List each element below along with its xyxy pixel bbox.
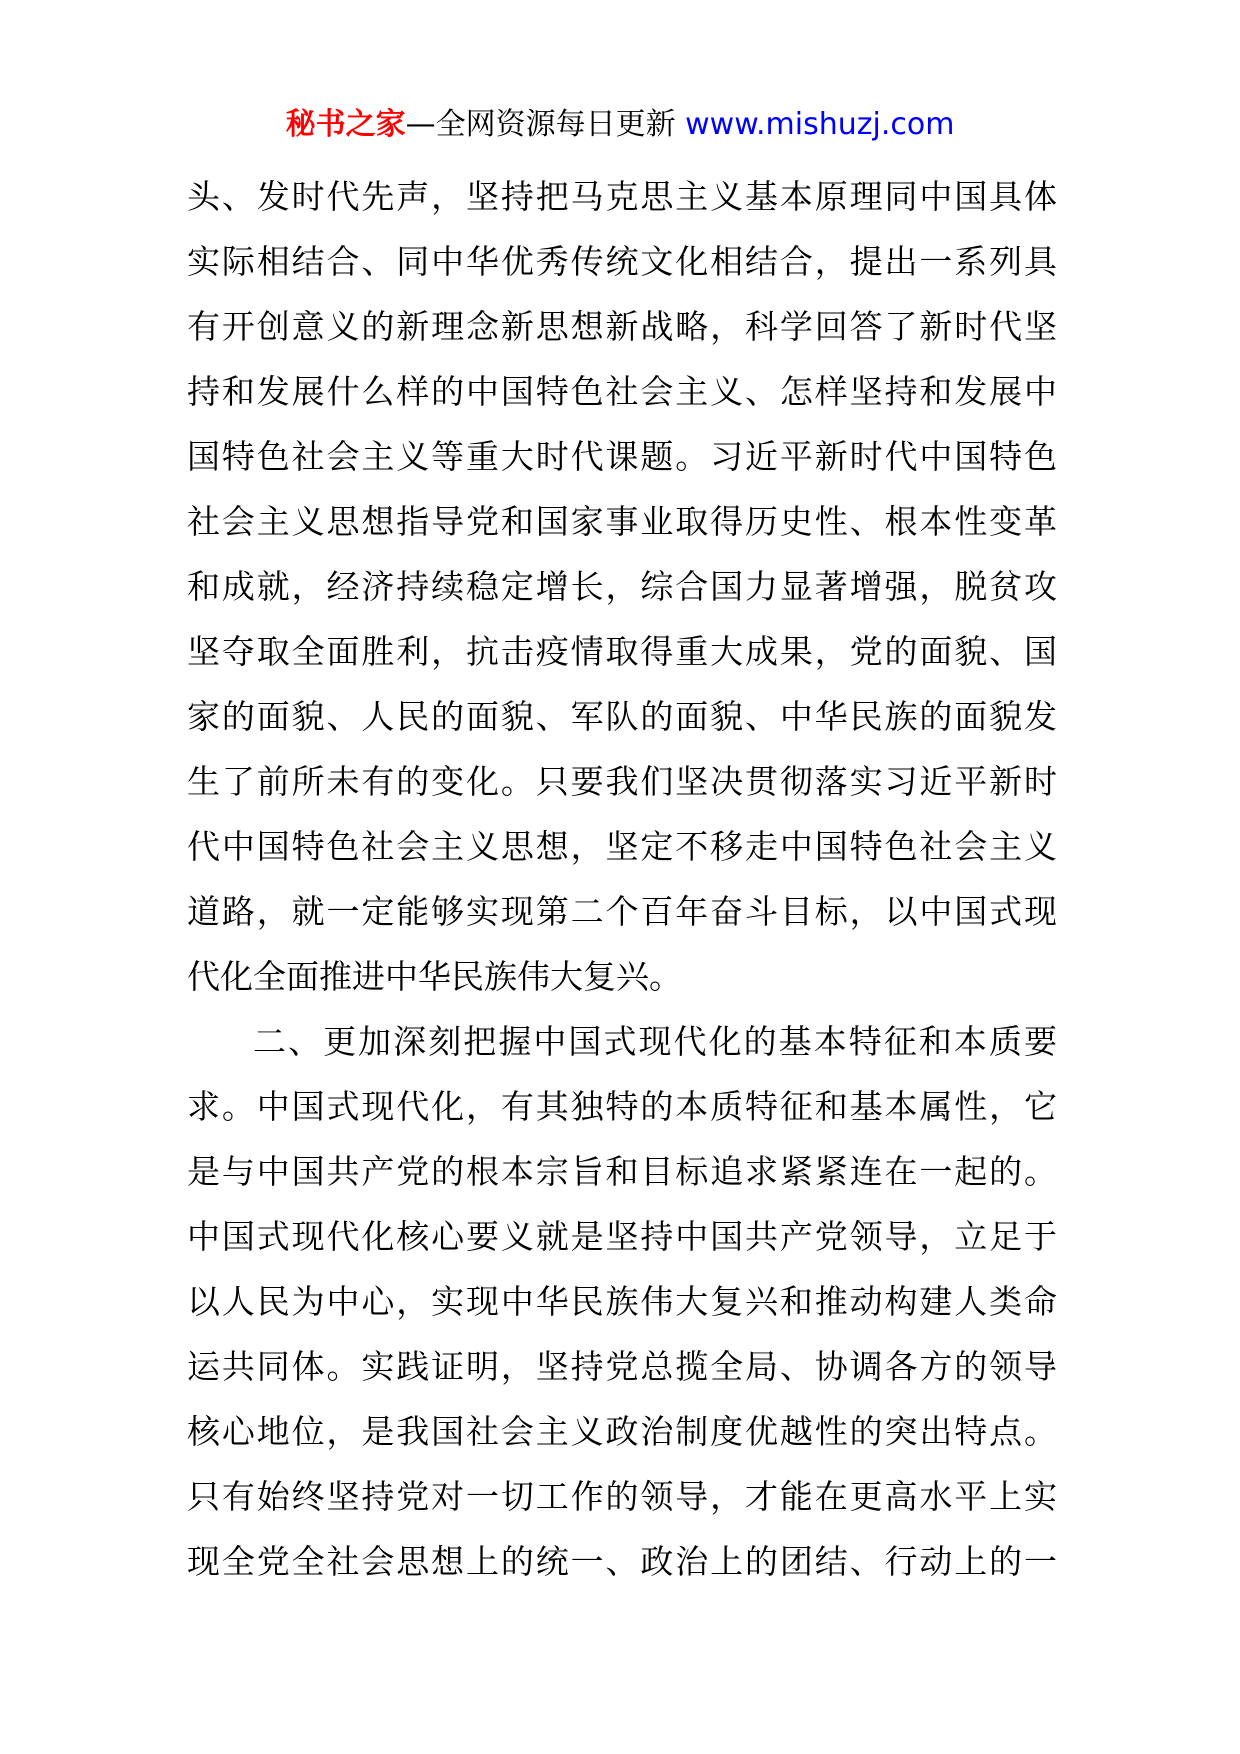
header-slogan: —全网资源每日更新 (405, 107, 686, 142)
text-line: 头、发时代先声，坚持把马克思主义基本原理同中国具体 (187, 177, 1057, 216)
section-heading-line: 二、更加深刻把握中国式现代化的基本特征和本质要 (253, 1022, 1057, 1061)
text-line: 持和发展什么样的中国特色社会主义、怎样坚持和发展中 (187, 372, 1057, 411)
text-line: 坚夺取全面胜利，抗击疫情取得重大成果，党的面貌、国 (187, 632, 1057, 671)
text-line: 求。中国式现代化，有其独特的本质特征和基本属性，它 (187, 1087, 1057, 1126)
text-line: 是与中国共产党的根本宗旨和目标追求紧紧连在一起的。 (187, 1152, 1057, 1191)
text-line: 核心地位，是我国社会主义政治制度优越性的突出特点。 (187, 1412, 1057, 1451)
text-line: 家的面貌、人民的面貌、军队的面貌、中华民族的面貌发 (187, 697, 1057, 736)
header-brand: 秘书之家 (285, 107, 406, 142)
text-line: 代化全面推进中华民族伟大复兴。 (187, 957, 682, 996)
text-line: 代中国特色社会主义思想，坚定不移走中国特色社会主义 (187, 827, 1057, 866)
text-line: 生了前所未有的变化。只要我们坚决贯彻落实习近平新时 (187, 762, 1057, 801)
text-line: 实际相结合、同中华优秀传统文化相结合，提出一系列具 (187, 242, 1057, 281)
text-line: 社会主义思想指导党和国家事业取得历史性、根本性变革 (187, 502, 1057, 541)
text-line: 有开创意义的新理念新思想新战略，科学回答了新时代坚 (187, 307, 1057, 346)
text-line: 道路，就一定能够实现第二个百年奋斗目标，以中国式现 (187, 892, 1057, 931)
text-line: 以人民为中心，实现中华民族伟大复兴和推动构建人类命 (187, 1282, 1057, 1321)
text-line: 国特色社会主义等重大时代课题。习近平新时代中国特色 (187, 437, 1057, 476)
text-line: 现全党全社会思想上的统一、政治上的团结、行动上的一 (187, 1542, 1057, 1581)
text-line: 中国式现代化核心要义就是坚持中国共产党领导，立足于 (187, 1217, 1057, 1256)
header-url[interactable]: www.mishuzj.com (685, 107, 955, 142)
text-line: 运共同体。实践证明，坚持党总揽全局、协调各方的领导 (187, 1347, 1057, 1386)
text-line: 和成就，经济持续稳定增长，综合国力显著增强，脱贫攻 (187, 567, 1057, 606)
page-header (0, 100, 1240, 150)
text-line: 只有始终坚持党对一切工作的领导，才能在更高水平上实 (187, 1477, 1057, 1516)
body-text (187, 164, 1057, 1594)
